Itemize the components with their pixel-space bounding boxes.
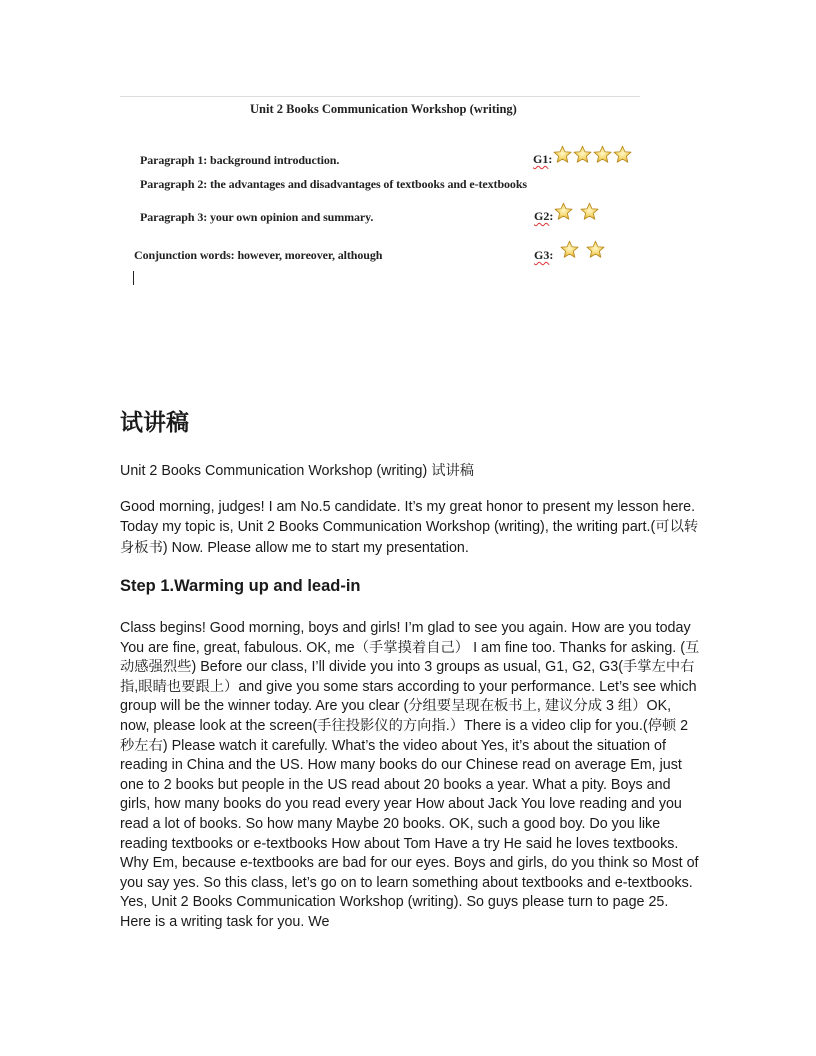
star-icon: [580, 202, 599, 221]
group-2-label: G2:: [534, 209, 554, 223]
step-1-body: Class begins! Good morning, boys and girls! I’m glad to see you again. How are you today You are fine, great, fabulous. OK, me（手掌摸着自己） I am fine too. Thanks for asking. (互动感强烈些) Before our class, I’ll divide you into 3 groups as usual, G1, G2, G3(手掌左中右指,眼睛也要跟上）and give you some stars according to your performance. Let’s see which group will be the winner today. Are you clear (分组要呈现在板书上, 建议分成 3 组）OK, now, please look at the screen(手往投影仪的方向指.）There is a video clip for you.(停顿 2 秒左右) Please watch it carefully. What’s the video about Yes, it’s about the situation of reading in China and the US. How many books do our Chinese read on average Em, just one to 2 books but people in the US read about 20 books a year. What a pity. Boys and girls, how many books do you read every year How about Jack You love reading and you read a lot of books. So how many Maybe 20 books. OK, such a good boy. Do you like reading textbooks or e-textbooks How about Tom Have a try He said he loves textbooks. Why Em, because e-textbooks are bad for our eyes. Boys and girls, do you think so Most of you say yes. So this class, let’s go on to learn something about textbooks and e-textbooks. Yes, Unit 2 Books Communication Workshop (writing). So guys please turn to page 25. Here is a writing task for you. We: [120, 620, 700, 930]
group-3-stars: [560, 240, 612, 259]
group-1-label: G1:: [533, 152, 553, 166]
group-1-stars: [553, 145, 633, 164]
step-1-heading: Step 1.Warming up and lead-in: [120, 577, 361, 595]
page-heading: 试讲稿: [120, 410, 189, 436]
star-icon: [613, 145, 632, 164]
board-top-border: [120, 96, 640, 97]
board-writing-image: [120, 94, 640, 290]
star-icon: [586, 240, 605, 259]
board-line-paragraph-1: Paragraph 1: background introduction.: [140, 153, 340, 167]
star-icon: [553, 145, 572, 164]
star-icon: [560, 240, 579, 259]
text-cursor: [133, 271, 134, 285]
board-line-paragraph-2: Paragraph 2: the advantages and disadvantages of textbooks and e-textbooks: [140, 177, 527, 191]
group-2-stars: [554, 202, 606, 221]
board-title: Unit 2 Books Communication Workshop (writing): [250, 102, 517, 116]
intro-paragraph: Good morning, judges! I am No.5 candidate. It’s my great honor to present my lesson here. Today my topic is, Unit 2 Books Communication Workshop (writing), the writing part.(可以转身板书) Now. Please allow me to start my presentation.: [120, 499, 699, 556]
star-icon: [593, 145, 612, 164]
group-3-label: G3:: [534, 248, 554, 262]
board-line-paragraph-3: Paragraph 3: your own opinion and summary.: [140, 210, 374, 224]
star-icon: [573, 145, 592, 164]
subtitle-line: Unit 2 Books Communication Workshop (writing) 试讲稿: [120, 463, 475, 479]
board-line-conjunctions: Conjunction words: however, moreover, although: [134, 248, 383, 262]
star-icon: [554, 202, 573, 221]
